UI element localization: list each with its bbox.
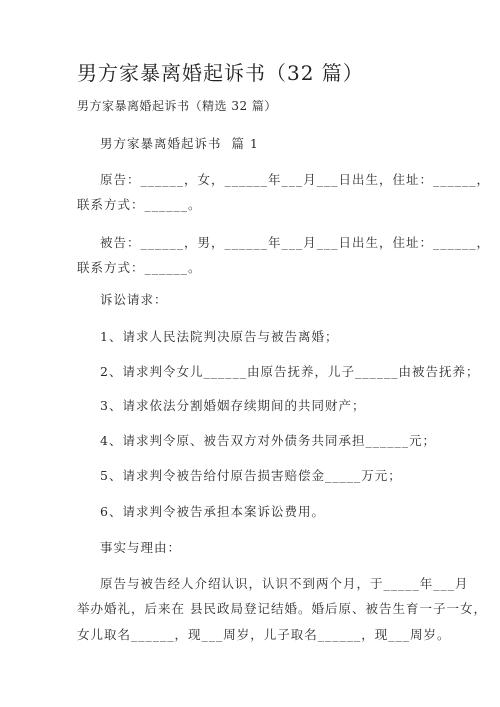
document-title: 男方家暴离婚起诉书（32 篇） bbox=[77, 61, 364, 85]
claims-heading: 诉讼请求： bbox=[100, 292, 168, 307]
claim-item: 2、请求判令女儿______由原告抚养，儿子______由被告抚养； bbox=[100, 364, 480, 379]
claim-item: 4、请求判令原、被告双方对外债务共同承担______元； bbox=[100, 433, 436, 448]
defendant-info-line: 被告：______，男，______年___月___日出生，住址：______， bbox=[100, 235, 491, 250]
claim-item: 3、请求依法分割婚姻存续期间的共同财产； bbox=[100, 398, 366, 413]
claim-item: 5、请求判令被告给付原告损害赔偿金_____万元； bbox=[100, 468, 402, 483]
plaintiff-info-line: 原告：______，女，______年___月___日出生，住址：______， bbox=[100, 172, 491, 187]
facts-paragraph-line: 举办婚礼，后来在 县民政局登记结婚。婚后原、被告生育一子一女， bbox=[77, 601, 487, 616]
section-heading: 男方家暴离婚起诉书 篇 1 bbox=[100, 136, 259, 151]
claim-item: 1、请求人民法院判决原告与被告离婚； bbox=[100, 329, 339, 344]
claim-item: 6、请求判令被告承担本案诉讼费用。 bbox=[100, 504, 325, 519]
plaintiff-contact-line: 联系方式：______。 bbox=[77, 197, 202, 212]
defendant-contact-line: 联系方式：______。 bbox=[77, 260, 202, 275]
facts-heading: 事实与理由： bbox=[100, 540, 182, 555]
facts-paragraph-line: 女儿取名______，现___周岁，儿子取名______，现___周岁。 bbox=[77, 627, 451, 642]
document-subtitle: 男方家暴离婚起诉书（精选 32 篇） bbox=[77, 99, 277, 113]
facts-paragraph-line: 原告与被告经人介绍认识，认识不到两个月，于_____年___月 bbox=[100, 576, 469, 591]
